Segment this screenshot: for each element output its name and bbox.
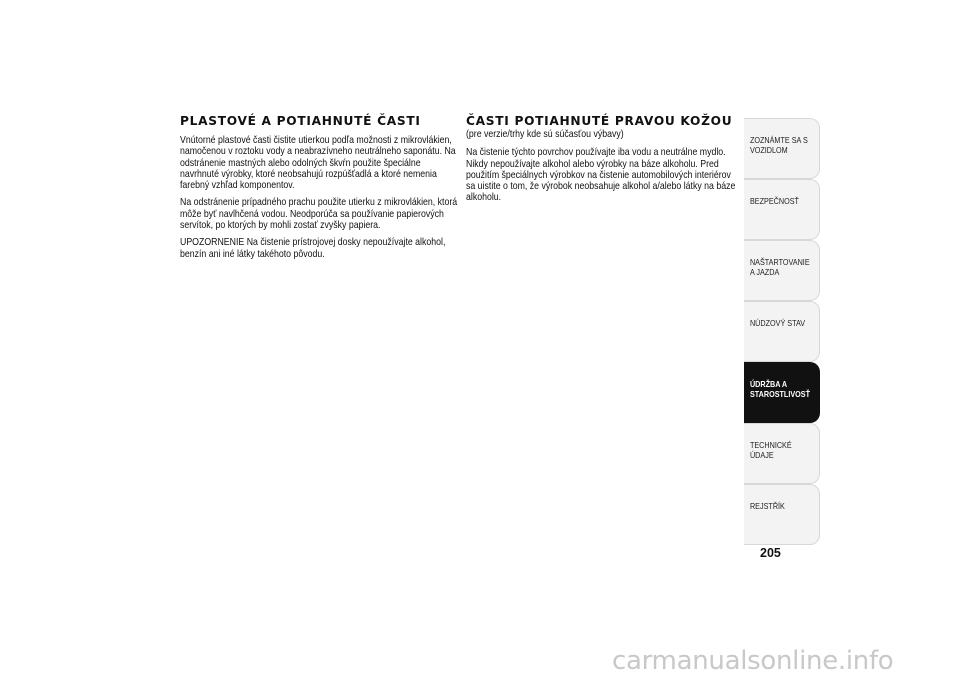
tab-udrzba-a-starostlivost[interactable] xyxy=(744,362,820,423)
tab-label: ÚDRŽBA A STAROSTLIVOSŤ xyxy=(749,379,811,399)
tab-nastartovanie-a-jazda[interactable] xyxy=(744,240,820,301)
section-heading-leather-parts: ČASTI POTIAHNUTÉ PRAVOU KOŽOU xyxy=(466,114,733,128)
tab-label: TECHNICKÉ ÚDAJE xyxy=(749,440,792,460)
right-column xyxy=(466,114,738,210)
tab-bezpecnost[interactable] xyxy=(744,179,820,240)
section-subline: (pre verzie/trhy kde sú súčasťou výbavy) xyxy=(466,129,624,140)
paragraph: Na odstránenie prípadného prachu použite utierku z mikrovlákien, ktorá môže byť navlhčená vodou. Neodporúča sa používanie papierových servítok, po ktorých by mohli zostať zvyšky papiera. xyxy=(180,197,458,232)
tab-label: NÚDZOVÝ STAV xyxy=(749,318,806,328)
warning-paragraph: UPOZORNENIE Na čistenie prístrojovej dosky nepoužívajte alkohol, benzín ani iné látky takéhoto pôvodu. xyxy=(180,237,446,260)
paragraph: Na čistenie týchto povrchov používajte iba vodu a neutrálne mydlo. Nikdy nepoužívajte alkohol alebo výrobky na báze alkoholu. Pred použitím špeciálnych výrobkov na čistenie automobilových interiérov sa uistite o tom, že výrobok neobsahuje alkohol a/alebo látky na báze alkoholu. xyxy=(466,147,736,204)
tab-zoznamte-sa-s-vozidlom[interactable] xyxy=(744,118,820,179)
tab-label: ZOZNÁMTE SA S VOZIDLOM xyxy=(749,135,808,155)
tab-label: BEZPEČNOSŤ xyxy=(749,196,799,206)
paragraph: Vnútorné plastové časti čistite utierkou podľa možnosti z mikrovlákien, namočenou v roztoku vody a neabrazívneho neutrálneho saponátu. Na odstránenie mastných alebo odolných škvŕn použite špeciálne navrhnuté výrobky, ktoré neobsahujú rozpúšťadlá a ktoré nemenia farebný vzhľad komponentov. xyxy=(180,135,456,192)
tab-rejstrik[interactable] xyxy=(744,484,820,545)
left-column xyxy=(180,114,458,266)
page-number: 205 xyxy=(760,546,781,560)
tab-technicke-udaje[interactable] xyxy=(744,423,820,484)
watermark-text: carmanualsonline.info xyxy=(612,646,894,676)
tab-label: NAŠTARTOVANIE A JAZDA xyxy=(749,257,810,277)
section-heading-plastic-parts: PLASTOVÉ A POTIAHNUTÉ ČASTI xyxy=(180,114,421,128)
tab-label: REJSTŘÍK xyxy=(749,501,785,511)
chapter-tabs xyxy=(744,118,820,545)
tab-nudzovy-stav[interactable] xyxy=(744,301,820,362)
